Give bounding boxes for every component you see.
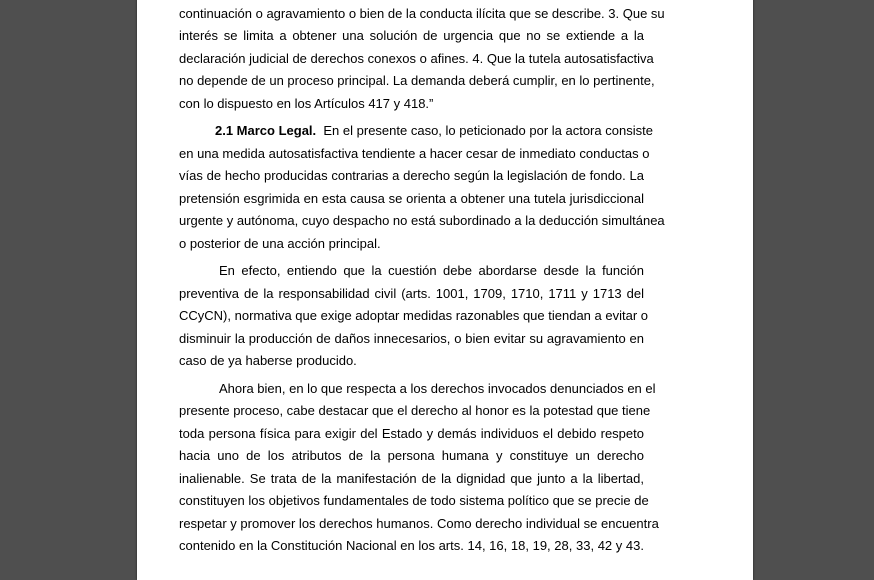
paragraph-2 [179,120,665,255]
text-line: continuación o agravamiento o bien de la conducta ilícita que se describe. 3. Que su [179,5,665,21]
paragraph-4 [179,378,659,558]
paragraph-3 [179,260,648,373]
text-line: Ahora bien, en lo que respecta a los derechos invocados denunciados en el [219,380,656,396]
text-line: en una medida autosatisfactiva tendiente a hacer cesar de inmediato conductas o [179,145,650,161]
text-line: caso de ya haberse producido. [179,353,357,368]
text-line [179,120,653,143]
document-page [137,0,753,580]
text-line: CCyCN), normativa que exige adoptar medidas razonables que tiendan a evitar o [179,308,648,323]
paragraph-1 [179,0,665,115]
text-line: no depende de un proceso principal. La demanda deberá cumplir, en lo pertinente, [179,73,655,88]
text-line: constituyen los objetivos fundamentales de todo sistema político que se precie de [179,493,649,508]
text-line: inalienable. Se trata de la manifestación de la dignidad que junto a la libertad, [179,470,644,486]
text-line: declaración judicial de derechos conexos o afines. 4. Que la tutela autosatisfactiva [179,50,654,66]
text-line: contenido en la Constitución Nacional en los arts. 14, 16, 18, 19, 28, 33, 42 y 43. [179,538,644,553]
text-line: respetar y promover los derechos humanos. Como derecho individual se encuentra [179,515,659,531]
text-line: En efecto, entiendo que la cuestión debe abordarse desde la función [219,263,644,278]
text-line: presente proceso, cabe destacar que el derecho al honor es la potestad que tiene [179,403,651,418]
text-line: con lo dispuesto en los Artículos 417 y 418.” [179,95,434,111]
section-heading: 2.1 Marco Legal. [215,123,317,138]
text-line: hacia uno de los atributos de la persona humana y constituye un derecho [179,448,644,463]
text-line: interés se limita a obtener una solución de urgencia que no se extiende a la [179,28,644,43]
text-line: o posterior de una acción principal. [179,235,381,251]
text-line: urgente y autónoma, cuyo despacho no está subordinado a la deducción simultánea [179,213,665,228]
text-line: vías de hecho producidas contrarias a derecho según la legislación de fondo. La [179,168,644,183]
text-fragment: En el presente caso, lo peticionado por la actora consiste [323,123,653,138]
text-line: preventiva de la responsabilidad civil (arts. 1001, 1709, 1710, 1711 y 1713 del [179,285,644,301]
text-line: toda persona física para exigir del Estado y demás individuos el debido respeto [179,425,644,441]
document-body [179,0,665,558]
text-line: disminuir la producción de daños innecesarios, o bien evitar su agravamiento en [179,330,644,346]
text-line: pretensión esgrimida en esta causa se orienta a obtener una tutela jurisdiccional [179,190,644,206]
